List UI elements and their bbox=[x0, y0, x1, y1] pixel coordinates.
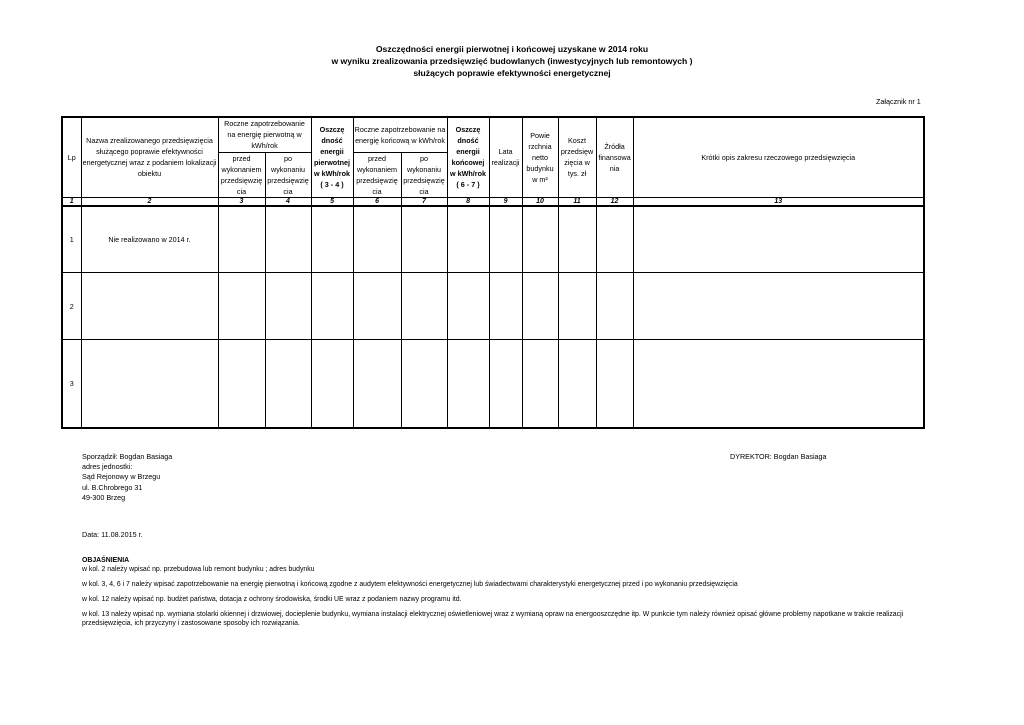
table-cell bbox=[265, 273, 311, 340]
table-cell bbox=[596, 206, 633, 273]
table-cell bbox=[489, 340, 522, 428]
column-number: 12 bbox=[596, 197, 633, 206]
header-sources: Źródła finansowa nia bbox=[596, 117, 633, 197]
header-primary-group: Roczne zapotrzebowanie na energię pierwotną w kWh/rok bbox=[218, 117, 311, 152]
table-cell bbox=[489, 273, 522, 340]
table-cell bbox=[353, 273, 401, 340]
table-cell bbox=[522, 273, 558, 340]
header-final-before: przed wykonaniem przedsięwzię cia bbox=[353, 152, 401, 197]
table-row bbox=[62, 340, 924, 428]
table-cell bbox=[401, 340, 447, 428]
prepared-by-block bbox=[82, 452, 172, 503]
header-primary-savings: Oszczę dność energii pierwotnej w kWh/rok ( 3 - 4 ) bbox=[311, 117, 353, 197]
notes-heading: OBJAŚNIENIA bbox=[82, 557, 130, 564]
column-number: 11 bbox=[558, 197, 596, 206]
table-cell bbox=[311, 273, 353, 340]
row-name bbox=[81, 273, 218, 340]
attachment-label: Załącznik nr 1 bbox=[876, 97, 921, 106]
row-lp: 3 bbox=[62, 340, 81, 428]
column-number: 3 bbox=[218, 197, 265, 206]
note-item: w kol. 12 należy wpisać np. budżet państwa, dotacja z ochrony środowiska, środki UE wraz z podaniem nazwy programu itd. bbox=[82, 596, 462, 603]
table-cell bbox=[633, 340, 924, 428]
table-cell bbox=[489, 206, 522, 273]
header-name: Nazwa zrealizowanego przedsięwzięcia służącego poprawie efektywności energetycznej wraz z podaniem lokalizacji obiektu bbox=[81, 117, 218, 197]
column-number: 5 bbox=[311, 197, 353, 206]
table-cell bbox=[218, 273, 265, 340]
address-label: adres jednostki: bbox=[82, 462, 133, 472]
note-item: w kol. 2 należy wpisać np. przebudowa lub remont budynku ; adres budynku bbox=[82, 566, 315, 573]
column-number: 13 bbox=[633, 197, 924, 206]
table-cell bbox=[633, 206, 924, 273]
table-row bbox=[62, 273, 924, 340]
header-final-group: Roczne zapotrzebowanie na energię końcową w kWh/rok bbox=[353, 117, 447, 152]
table-cell bbox=[265, 340, 311, 428]
savings-table bbox=[61, 116, 925, 429]
header-years: Lata realizacji bbox=[489, 117, 522, 197]
table-cell bbox=[558, 273, 596, 340]
table-cell bbox=[401, 273, 447, 340]
table-cell bbox=[633, 273, 924, 340]
table-cell bbox=[522, 206, 558, 273]
notes bbox=[82, 556, 912, 628]
header-primary-before: przed wykonaniem przedsięwzię cia bbox=[218, 152, 265, 197]
table-cell bbox=[558, 340, 596, 428]
table-cell bbox=[353, 340, 401, 428]
header-lp: Lp bbox=[62, 117, 81, 197]
table-cell bbox=[596, 273, 633, 340]
table-cell bbox=[447, 340, 489, 428]
table-cell bbox=[447, 206, 489, 273]
column-number: 10 bbox=[522, 197, 558, 206]
table-cell bbox=[218, 340, 265, 428]
note-item: w kol. 13 należy wpisać np. wymiana stolarki okiennej i drzwiowej, docieplenie budynku, wymiana instalacji elektrycznej oświetleniowej wraz z wymianą opraw na energooszczędne itp. W punkcie tym należy również opisać główne problemy napotkane w trakcie realizacji przedsięwzięcia, ich przyczyny i zastosowane sposoby ich rozwiązania. bbox=[82, 611, 904, 627]
row-name bbox=[81, 340, 218, 428]
table-cell bbox=[218, 206, 265, 273]
column-number: 6 bbox=[353, 197, 401, 206]
table-cell bbox=[447, 273, 489, 340]
header-primary-after: po wykonaniu przedsięwzię cia bbox=[265, 152, 311, 197]
document-title bbox=[0, 43, 1024, 79]
prepared-by: Sporządził: Bogdan Basiaga bbox=[82, 452, 173, 461]
row-name: Nie realizowano w 2014 r. bbox=[81, 206, 218, 273]
table-row bbox=[62, 206, 924, 273]
column-number: 1 bbox=[62, 197, 81, 206]
column-number: 9 bbox=[489, 197, 522, 206]
table-cell bbox=[401, 206, 447, 273]
postal-code: 49-300 Brzeg bbox=[82, 492, 126, 502]
title-line-1: Oszczędności energii pierwotnej i końcowej uzyskane w 2014 roku bbox=[375, 44, 649, 54]
street: ul. B.Chrobrego 31 bbox=[82, 482, 143, 492]
table-cell bbox=[311, 206, 353, 273]
table-cell bbox=[311, 340, 353, 428]
header-cost: Koszt przedsięw zięcia w tys. zł bbox=[558, 117, 596, 197]
date: Data: 11.08.2015 r. bbox=[82, 530, 143, 539]
column-number: 8 bbox=[447, 197, 489, 206]
column-number: 7 bbox=[401, 197, 447, 206]
row-lp: 1 bbox=[62, 206, 81, 273]
header-final-savings: Oszczę dność energii końcowej w kWh/rok ( 6 - 7 ) bbox=[447, 117, 489, 197]
title-line-3: służących poprawie efektywności energetycznej bbox=[413, 68, 611, 78]
header-area: Powie rzchnia netto budynku w m² bbox=[522, 117, 558, 197]
column-number: 4 bbox=[265, 197, 311, 206]
table-cell bbox=[522, 340, 558, 428]
title-line-2: w wyniku zrealizowania przedsięwzięć budowlanych (inwestycyjnych lub remontowych ) bbox=[331, 56, 693, 66]
director: DYREKTOR: Bogdan Basiaga bbox=[730, 452, 827, 461]
unit-name: Sąd Rejonowy w Brzegu bbox=[82, 472, 161, 482]
note-item: w kol. 3, 4, 6 i 7 należy wpisać zapotrzebowanie na energię pierwotną i końcową zgodne z audytem efektywności energetycznej lub świadectwami charakterystyki energetycznej przed i po wykonaniu przedsięwzięcia bbox=[82, 581, 738, 588]
table-cell bbox=[558, 206, 596, 273]
header-final-after: po wykonaniu przedsięwzię cia bbox=[401, 152, 447, 197]
row-lp: 2 bbox=[62, 273, 81, 340]
table-cell bbox=[353, 206, 401, 273]
column-number: 2 bbox=[81, 197, 218, 206]
header-description: Krótki opis zakresu rzeczowego przedsięwzięcia bbox=[633, 117, 924, 197]
table-cell bbox=[265, 206, 311, 273]
table-cell bbox=[596, 340, 633, 428]
